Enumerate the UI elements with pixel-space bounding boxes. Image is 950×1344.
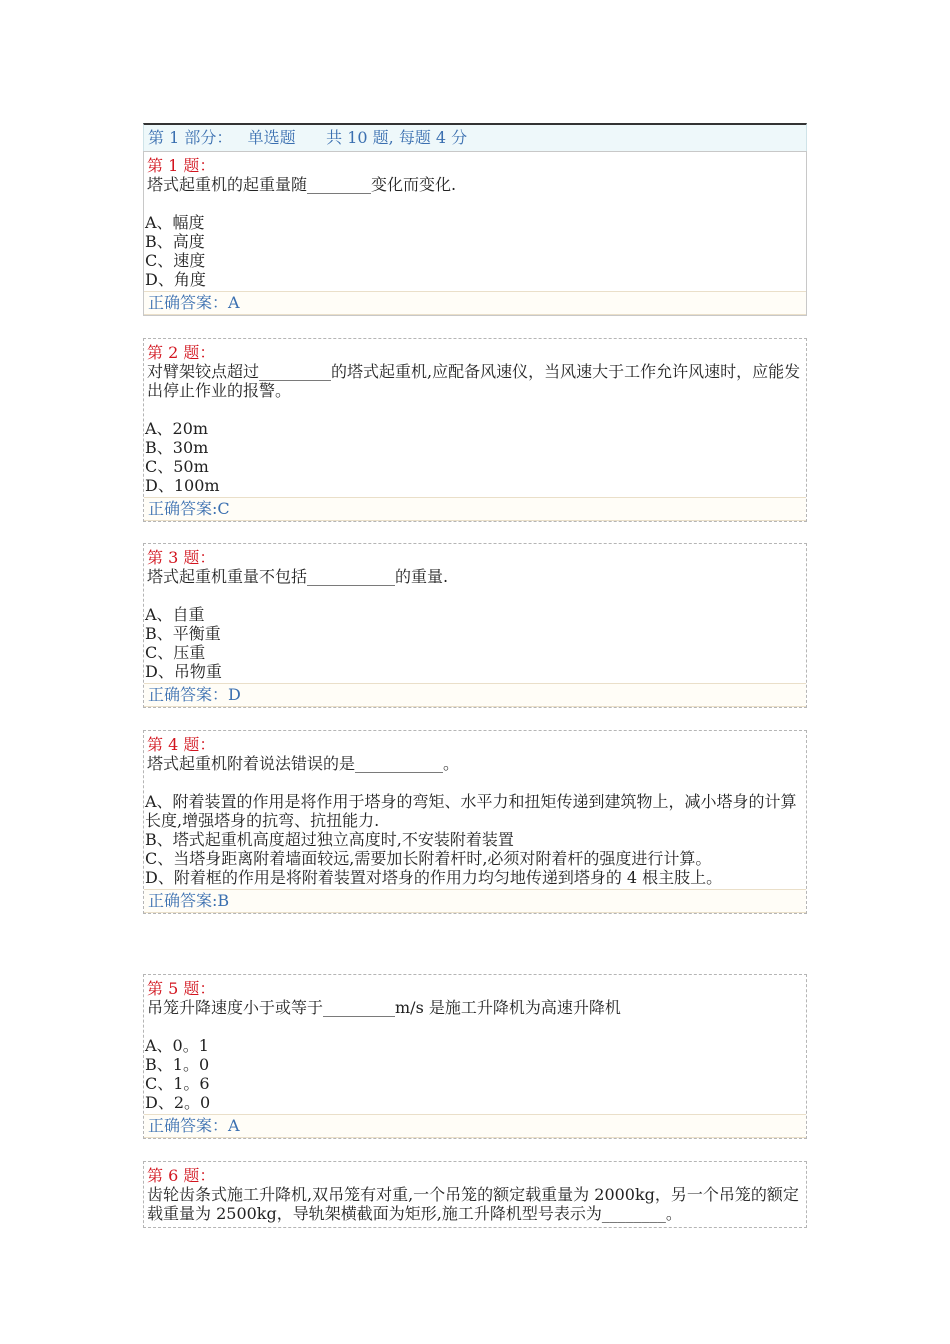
question-label: 第 5 题： bbox=[147, 979, 216, 998]
option-b: B、1。0 bbox=[145, 1055, 210, 1074]
question-card bbox=[143, 338, 807, 522]
option-d: D、100m bbox=[145, 476, 220, 495]
correct-answer: 正确答案:C bbox=[144, 497, 806, 521]
section-header: 第 1 部分： 单选题 共 10 题, 每题 4 分 bbox=[143, 123, 807, 151]
question-card bbox=[143, 1161, 807, 1228]
question-stem: 塔式起重机的起重量随________变化而变化. bbox=[147, 175, 457, 194]
option-a: A、附着装置的作用是将作用于塔身的弯矩、水平力和扭矩传递到建筑物上，减小塔身的计算长度,增强塔身的抗弯、抗扭能力. bbox=[145, 792, 797, 830]
option-c: C、50m bbox=[145, 457, 209, 476]
correct-answer: 正确答案:B bbox=[144, 889, 806, 913]
question-card bbox=[143, 730, 807, 914]
option-c: C、1。6 bbox=[145, 1074, 210, 1093]
question-card bbox=[143, 151, 807, 316]
question-label: 第 1 题： bbox=[147, 156, 216, 175]
option-d: D、附着框的作用是将附着装置对塔身的作用力均匀地传递到塔身的 4 根主肢上。 bbox=[145, 868, 723, 887]
option-b: B、高度 bbox=[145, 232, 205, 251]
question-label: 第 6 题： bbox=[147, 1166, 216, 1185]
question-card bbox=[143, 974, 807, 1139]
option-a: A、幅度 bbox=[145, 213, 205, 232]
question-stem: 塔式起重机附着说法错误的是___________。 bbox=[147, 754, 460, 773]
option-d: D、角度 bbox=[145, 270, 206, 289]
option-b: B、30m bbox=[145, 438, 209, 457]
option-a: A、自重 bbox=[145, 605, 205, 624]
question-stem: 对臂架铰点超过_________的塔式起重机,应配备风速仪，当风速大于工作允许风速时，应能发出停止作业的报警。 bbox=[147, 362, 801, 400]
option-d: D、2。0 bbox=[145, 1093, 211, 1112]
question-label: 第 4 题： bbox=[147, 735, 216, 754]
option-d: D、吊物重 bbox=[145, 662, 222, 681]
correct-answer: 正确答案：A bbox=[144, 291, 806, 315]
question-stem: 吊笼升降速度小于或等于_________m/s 是施工升降机为高速升降机 bbox=[147, 998, 621, 1017]
option-b: B、塔式起重机高度超过独立高度时,不安装附着装置 bbox=[145, 830, 514, 849]
option-a: A、20m bbox=[145, 419, 209, 438]
question-card bbox=[143, 543, 807, 708]
option-c: C、速度 bbox=[145, 251, 206, 270]
question-stem: 塔式起重机重量不包括___________的重量. bbox=[147, 567, 449, 586]
exam-page bbox=[143, 123, 807, 151]
question-stem: 齿轮齿条式施工升降机,双吊笼有对重,一个吊笼的额定载重量为 2000kg，另一个吊笼的额定载重量为 2500kg，导轨架横截面为矩形,施工升降机型号表示为________。 bbox=[147, 1185, 799, 1223]
correct-answer: 正确答案：A bbox=[144, 1114, 806, 1138]
option-a: A、0。1 bbox=[145, 1036, 209, 1055]
option-c: C、当塔身距离附着墙面较远,需要加长附着杆时,必须对附着杆的强度进行计算。 bbox=[145, 849, 712, 868]
option-c: C、压重 bbox=[145, 643, 206, 662]
question-label: 第 3 题： bbox=[147, 548, 216, 567]
option-b: B、平衡重 bbox=[145, 624, 221, 643]
question-label: 第 2 题： bbox=[147, 343, 216, 362]
correct-answer: 正确答案：D bbox=[144, 683, 806, 707]
